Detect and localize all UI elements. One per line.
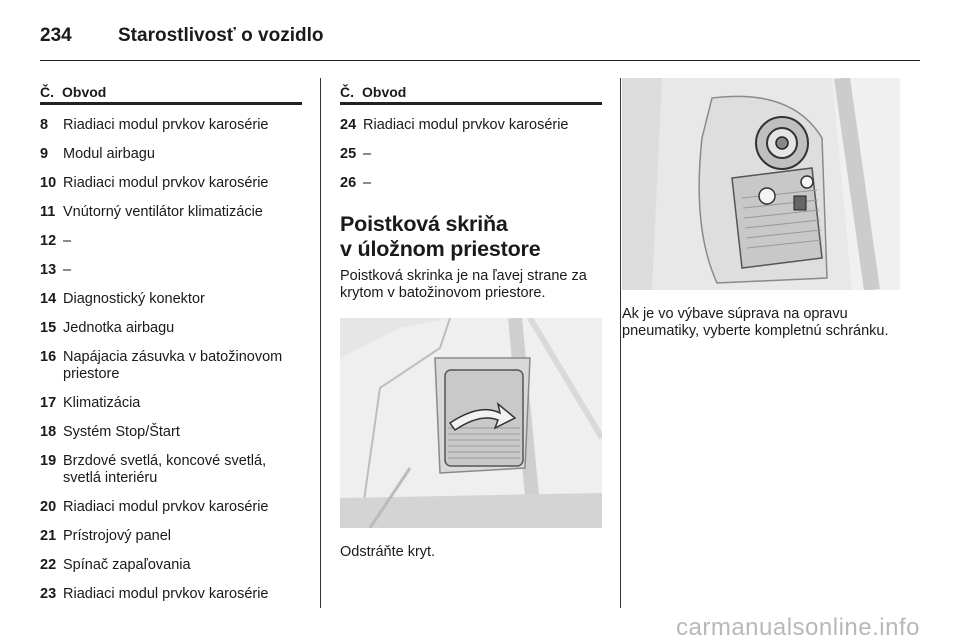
col-header-number: Č. bbox=[40, 84, 54, 100]
right-column bbox=[622, 78, 900, 340]
table-row bbox=[40, 528, 302, 545]
fuse-cover-illustration bbox=[340, 318, 602, 528]
fuse-circuit: Diagnostický konektor bbox=[63, 291, 205, 307]
fuse-number: 11 bbox=[40, 204, 56, 220]
table-row bbox=[340, 117, 602, 134]
fuse-number: 23 bbox=[40, 586, 57, 602]
fuse-circuit: Systém Stop/Štart bbox=[63, 424, 180, 440]
fuse-table-left bbox=[40, 78, 302, 603]
caption-repair-kit: Ak je vo výbave súprava na opravu pneumatiky, vyberte kompletnú schránku. bbox=[622, 306, 889, 339]
table-row bbox=[40, 291, 302, 308]
table-rows bbox=[40, 117, 302, 603]
fuse-circuit: Modul airbagu bbox=[63, 146, 155, 162]
fuse-circuit: Riadiaci modul prvkov karosérie bbox=[63, 586, 269, 602]
section-title-line2: v úložnom priestore bbox=[340, 237, 541, 261]
repair-kit-illustration bbox=[622, 78, 900, 290]
fuse-number: 17 bbox=[40, 395, 57, 411]
fuse-circuit: Prístrojový panel bbox=[63, 528, 171, 544]
page-header bbox=[40, 16, 323, 56]
fuse-number: 20 bbox=[40, 499, 57, 515]
caption-remove-cover: Odstráňte kryt. bbox=[340, 544, 436, 560]
header-rule bbox=[40, 60, 920, 61]
fuse-number: 9 bbox=[40, 146, 49, 162]
table-row bbox=[40, 204, 302, 221]
repair-kit-drawing bbox=[622, 78, 900, 290]
table-row bbox=[40, 349, 302, 383]
fuse-number: 24 bbox=[340, 117, 357, 133]
table-row bbox=[40, 117, 302, 134]
table-row bbox=[40, 262, 302, 279]
column-divider bbox=[620, 78, 621, 608]
page-title: Starostlivosť o vozidlo bbox=[118, 25, 324, 46]
table-header bbox=[340, 78, 602, 105]
table-row bbox=[40, 233, 302, 250]
fuse-circuit: Riadiaci modul prvkov karosérie bbox=[363, 117, 569, 133]
table-row bbox=[40, 586, 302, 603]
table-row bbox=[340, 146, 602, 163]
fuse-circuit: Riadiaci modul prvkov karosérie bbox=[63, 175, 269, 191]
table-row bbox=[40, 320, 302, 337]
fuse-circuit: – bbox=[363, 146, 372, 162]
table-row bbox=[40, 453, 302, 487]
fuse-circuit: Klimatizácia bbox=[63, 395, 141, 411]
section-title bbox=[340, 212, 602, 262]
fuse-circuit: Riadiaci modul prvkov karosérie bbox=[63, 499, 269, 515]
fuse-circuit: – bbox=[363, 175, 372, 191]
fuse-circuit: Napájacia zásuvka v batožinovom priestore bbox=[63, 349, 283, 382]
fuse-circuit: Spínač zapaľovania bbox=[63, 557, 191, 573]
fuse-number: 21 bbox=[40, 528, 57, 544]
trunk-panel-illustration bbox=[340, 318, 602, 528]
table-row bbox=[40, 499, 302, 516]
fuse-number: 18 bbox=[40, 424, 57, 440]
col-header-circuit: Obvod bbox=[62, 84, 107, 100]
fuse-circuit: – bbox=[63, 262, 72, 278]
table-row bbox=[40, 424, 302, 441]
fuse-number: 16 bbox=[40, 349, 57, 365]
fuse-circuit: – bbox=[63, 233, 72, 249]
col-header-circuit: Obvod bbox=[362, 84, 407, 100]
table-row bbox=[40, 146, 302, 163]
fuse-circuit: Riadiaci modul prvkov karosérie bbox=[63, 117, 269, 133]
column-divider bbox=[320, 78, 321, 608]
col-header-number: Č. bbox=[340, 84, 354, 100]
fuse-table-right bbox=[340, 78, 602, 561]
fuse-number: 13 bbox=[40, 262, 57, 278]
fuse-number: 19 bbox=[40, 453, 57, 469]
table-rows bbox=[340, 117, 602, 192]
fuse-circuit: Brzdové svetlá, koncové svetlá, svetlá interiéru bbox=[63, 453, 267, 486]
fuse-number: 22 bbox=[40, 557, 57, 573]
table-row bbox=[40, 395, 302, 412]
fuse-circuit: Jednotka airbagu bbox=[63, 320, 175, 336]
fuse-number: 10 bbox=[40, 175, 57, 191]
table-header bbox=[40, 78, 302, 105]
fuse-number: 26 bbox=[340, 175, 357, 191]
fuse-number: 15 bbox=[40, 320, 57, 336]
fuse-number: 14 bbox=[40, 291, 57, 307]
fuse-number: 25 bbox=[340, 146, 357, 162]
fuse-number: 8 bbox=[40, 117, 49, 133]
table-row bbox=[340, 175, 602, 192]
fuse-circuit: Vnútorný ventilátor klimatizácie bbox=[63, 204, 263, 220]
table-row bbox=[40, 557, 302, 574]
watermark: carmanualsonline.info bbox=[676, 614, 920, 641]
section-title-line1: Poistková skriňa bbox=[340, 212, 508, 236]
fuse-number: 12 bbox=[40, 233, 57, 249]
section-intro: Poistková skrinka je na ľavej strane za krytom v batožinovom priestore. bbox=[340, 268, 587, 301]
table-row bbox=[40, 175, 302, 192]
page-number: 234 bbox=[40, 25, 72, 46]
